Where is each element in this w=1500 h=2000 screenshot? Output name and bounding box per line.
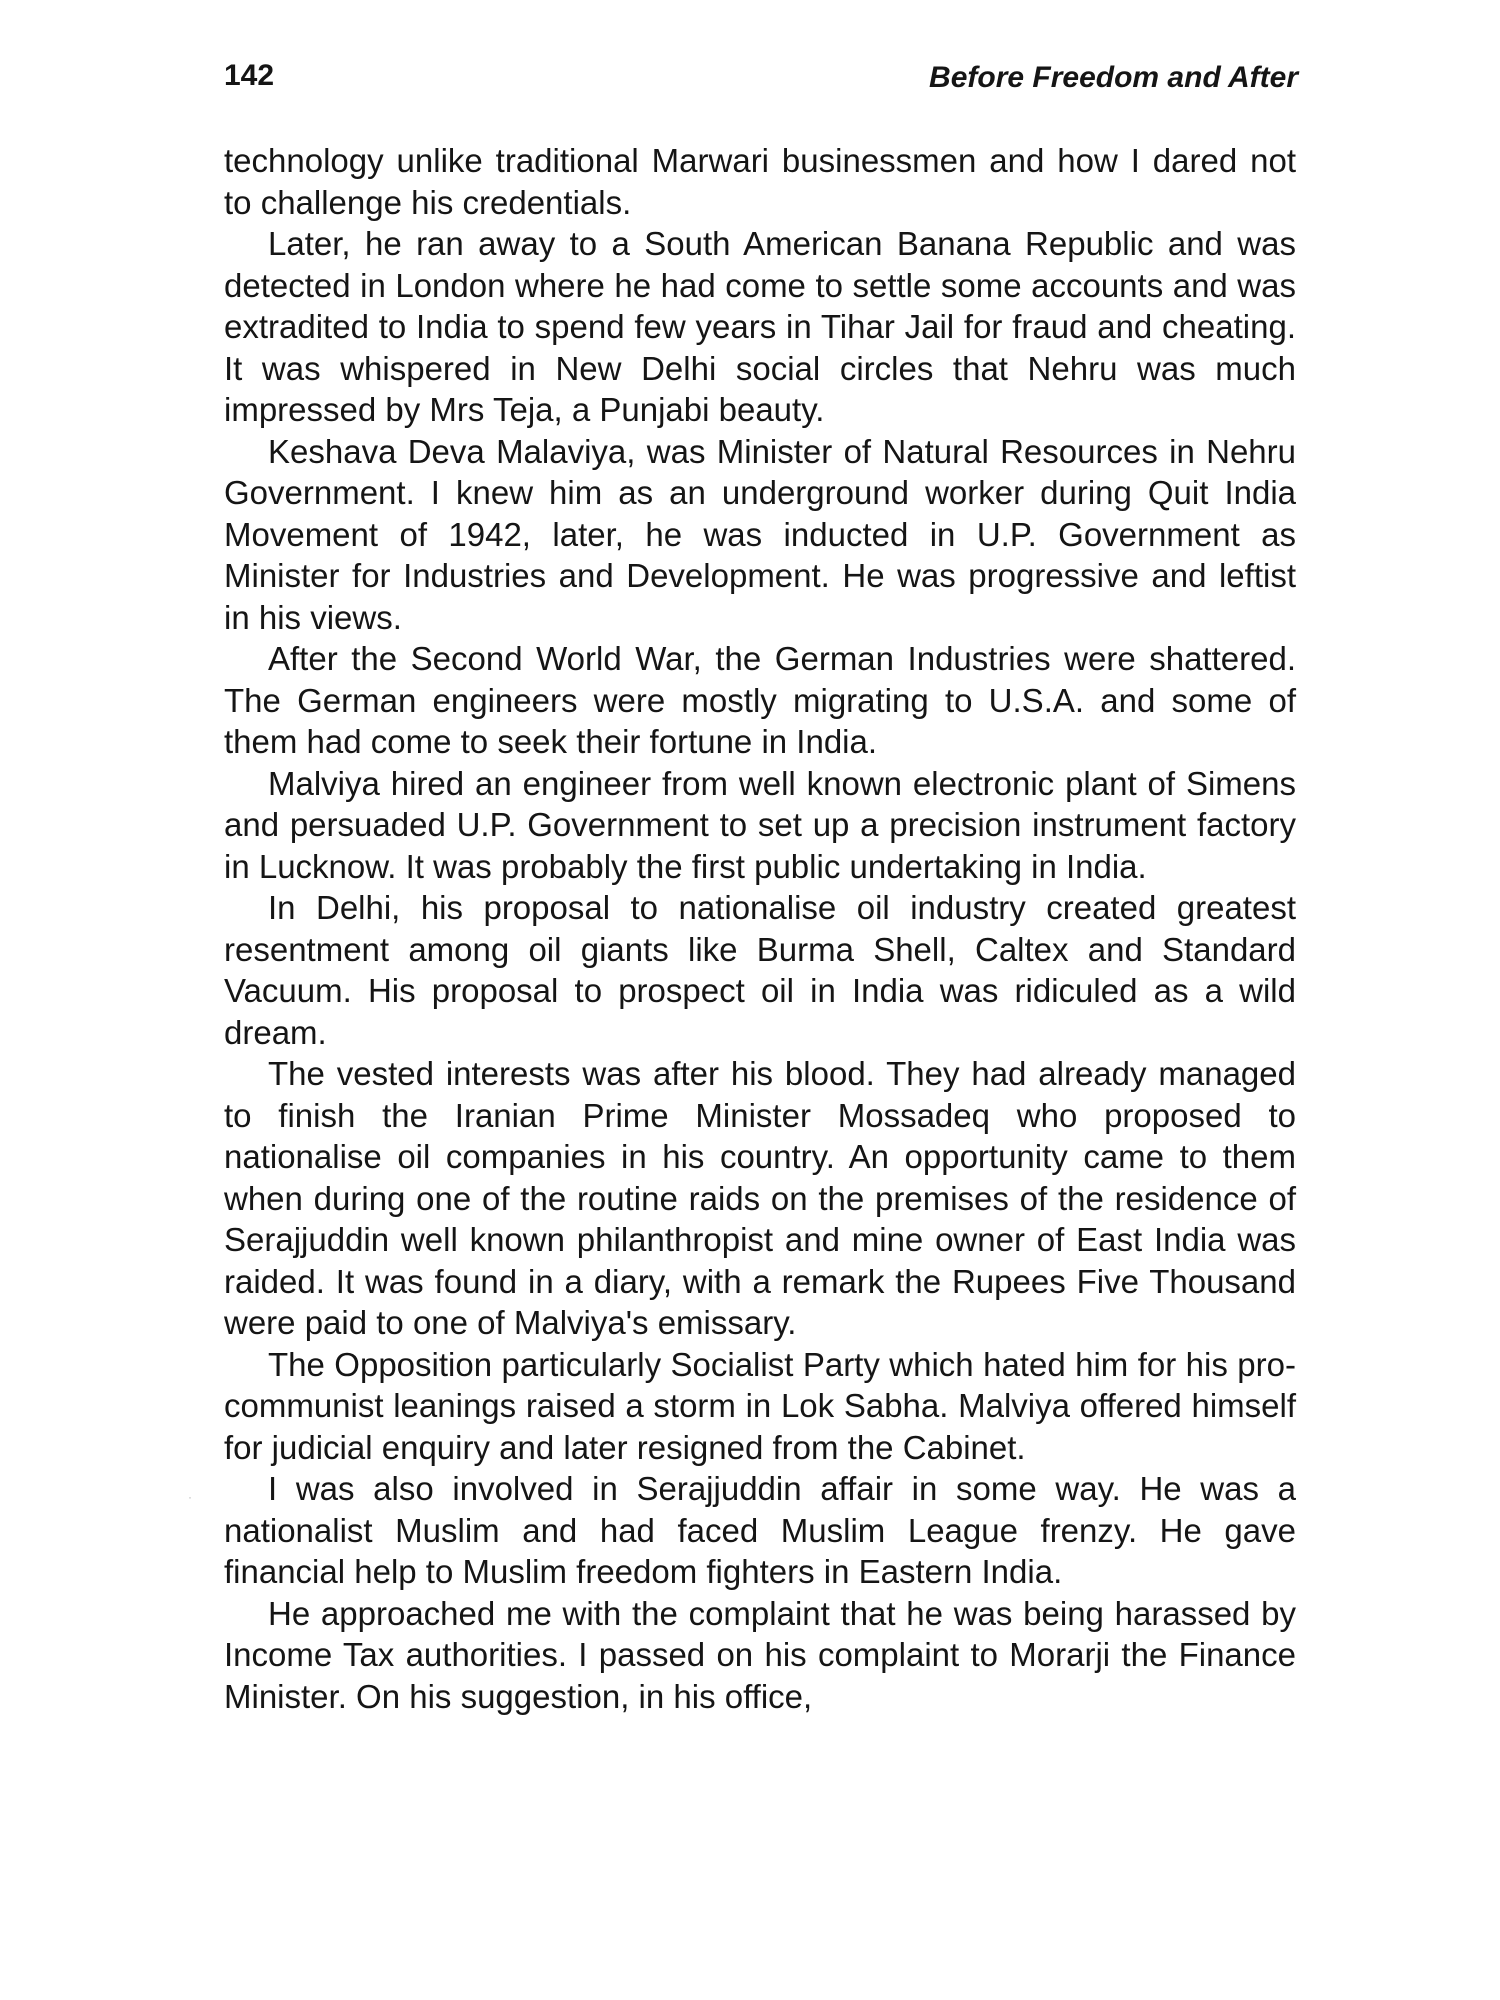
body-text [224, 140, 1296, 1717]
paragraph: The Opposition particularly Socialist Party which hated him for his pro-communist leanings raised a storm in Lok Sabha. Malviya offered himself for judicial enquiry and later resigned from the Cabinet. [224, 1345, 1296, 1466]
paragraph: The vested interests was after his blood. They had already managed to finish the Iranian Prime Minister Mossadeq who proposed to nationalise oil companies in his country. An opportunity came to them when during one of the routine raids on the premises of the residence of Serajjuddin well known philanthropist and mine owner of East India was raided. It was found in a diary, with a remark the Rupees Five Thousand were paid to one of Malviya's emissary. [224, 1055, 1296, 1341]
scan-speck: · [188, 1490, 192, 1504]
paragraph: Malviya hired an engineer from well known electronic plant of Simens and persuaded U.P. Government to set up a precision instrument factory in Lucknow. It was probably the first public undertaking in India. [224, 764, 1296, 885]
paragraph: I was also involved in Serajjuddin affair in some way. He was a nationalist Muslim and had faced Muslim League frenzy. He gave financial help to Muslim freedom fighters in Eastern India. [224, 1470, 1296, 1590]
paragraph: Keshava Deva Malaviya, was Minister of Natural Resources in Nehru Government. I knew him as an underground worker during Quit India Movement of 1942, later, he was inducted in U.P. Government as Minister for Industries and Development. He was progressive and leftist in his views. [224, 432, 1296, 636]
paragraph: After the Second World War, the German Industries were shattered. The German engineers were mostly migrating to U.S.A. and some of them had come to seek their fortune in India. [224, 640, 1296, 760]
page-number: 142 [224, 59, 275, 92]
running-title: Before Freedom and After [929, 61, 1298, 94]
paragraph: In Delhi, his proposal to nationalise oil industry created greatest resentment among oil giants like Burma Shell, Caltex and Standard Vacuum. His proposal to prospect oil in India was ridiculed as a wild dream. [224, 889, 1296, 1051]
paragraph: technology unlike traditional Marwari businessmen and how I dared not to challenge his credentials. [224, 142, 1296, 221]
paragraph: Later, he ran away to a South American Banana Republic and was detected in London where he had come to settle some accounts and was extradited to India to spend few years in Tihar Jail for fraud and cheating. It was whispered in New Delhi social circles that Nehru was much impressed by Mrs Teja, a Punjabi beauty. [224, 225, 1296, 428]
paragraph: He approached me with the complaint that he was being harassed by Income Tax authorities. I passed on his complaint to Morarji the Finance Minister. On his suggestion, in his office, [224, 1594, 1296, 1715]
